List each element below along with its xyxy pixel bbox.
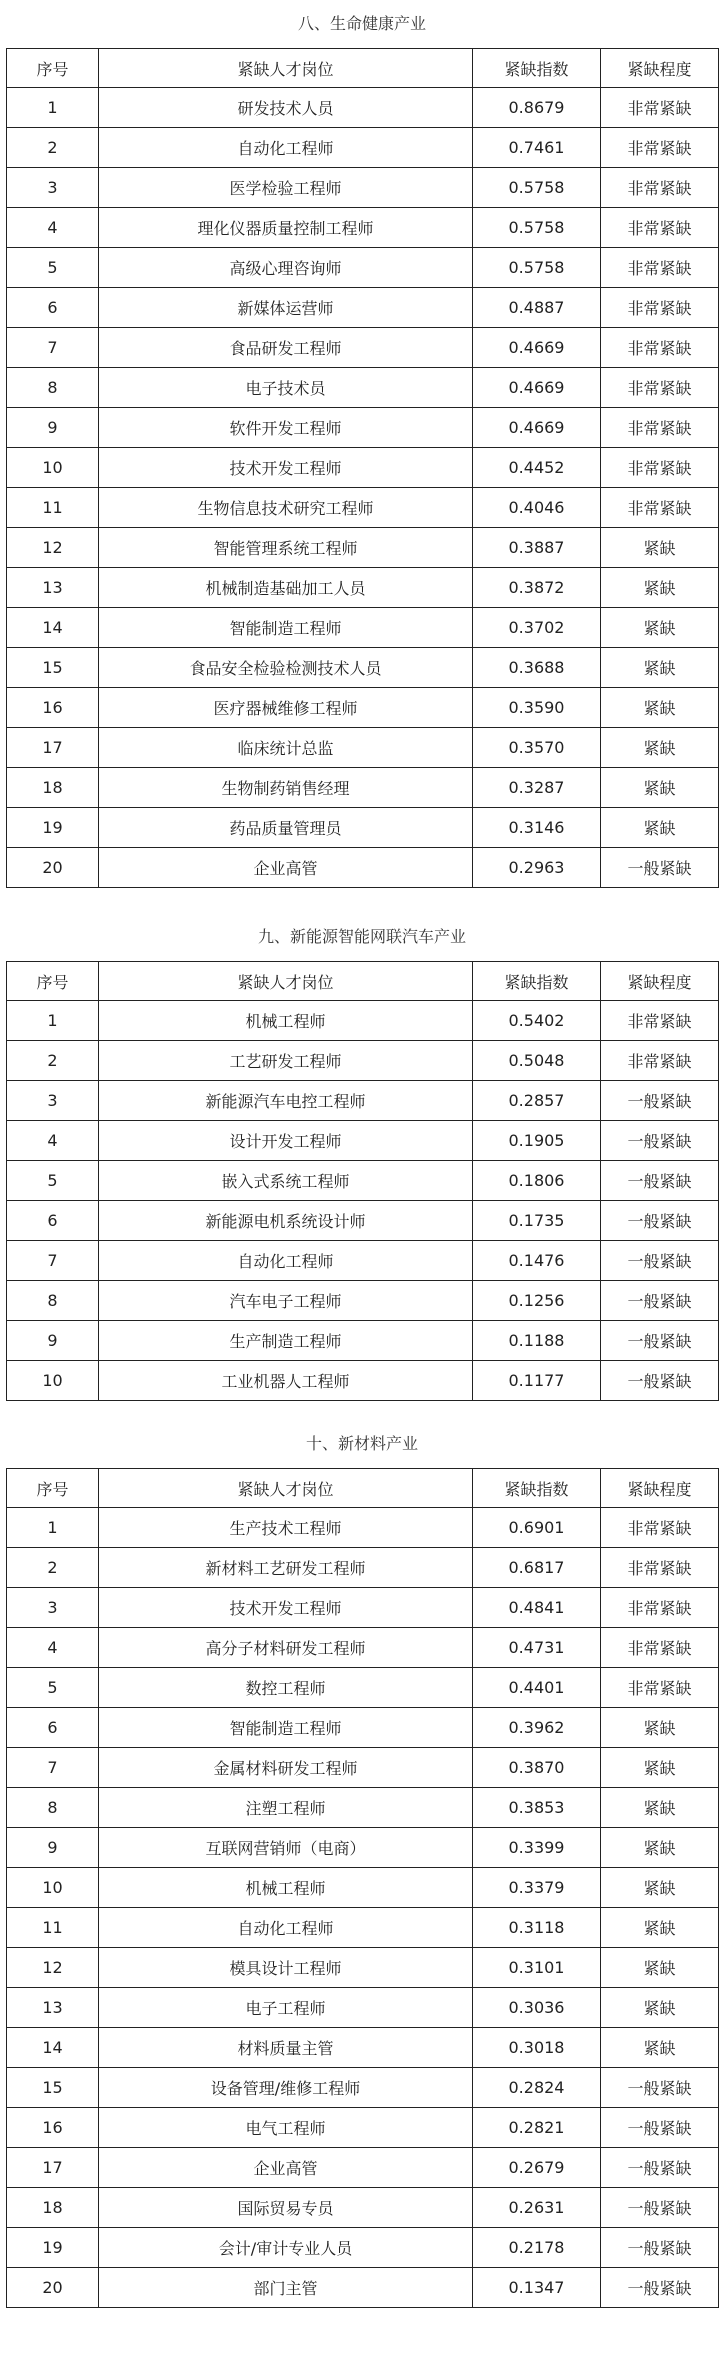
cell-index: 17 (7, 2148, 99, 2188)
table-row (7, 2228, 719, 2268)
cell-position: 机械工程师 (99, 1001, 473, 1041)
cell-position: 临床统计总监 (99, 728, 473, 768)
table-row (7, 2148, 719, 2188)
cell-shortage-level: 非常紧缺 (601, 208, 719, 248)
table-row (7, 608, 719, 648)
cell-index: 16 (7, 2108, 99, 2148)
cell-shortage-level: 紧缺 (601, 808, 719, 848)
cell-shortage-level: 非常紧缺 (601, 168, 719, 208)
cell-shortage-index: 0.3118 (473, 1908, 601, 1948)
cell-index: 15 (7, 2068, 99, 2108)
table-row (7, 1908, 719, 1948)
cell-shortage-level: 一般紧缺 (601, 1361, 719, 1401)
cell-shortage-index: 0.1347 (473, 2268, 601, 2308)
header-shortage-index: 紧缺指数 (473, 962, 601, 1001)
header-index: 序号 (7, 1469, 99, 1508)
table-row (7, 288, 719, 328)
cell-shortage-level: 一般紧缺 (601, 2188, 719, 2228)
cell-position: 智能管理系统工程师 (99, 528, 473, 568)
cell-shortage-level: 非常紧缺 (601, 1588, 719, 1628)
cell-position: 医学检验工程师 (99, 168, 473, 208)
table-row (7, 2108, 719, 2148)
table-body (7, 1508, 719, 2308)
table-row (7, 1628, 719, 1668)
cell-shortage-index: 0.1806 (473, 1161, 601, 1201)
cell-shortage-index: 0.3379 (473, 1868, 601, 1908)
cell-shortage-index: 0.4452 (473, 448, 601, 488)
header-index: 序号 (7, 49, 99, 88)
cell-shortage-level: 一般紧缺 (601, 1121, 719, 1161)
cell-index: 2 (7, 1041, 99, 1081)
cell-shortage-index: 0.5758 (473, 208, 601, 248)
cell-position: 机械工程师 (99, 1868, 473, 1908)
cell-position: 药品质量管理员 (99, 808, 473, 848)
table-row (7, 488, 719, 528)
table-row (7, 2028, 719, 2068)
cell-shortage-index: 0.2821 (473, 2108, 601, 2148)
cell-index: 4 (7, 208, 99, 248)
cell-shortage-index: 0.3962 (473, 1708, 601, 1748)
cell-shortage-index: 0.1177 (473, 1361, 601, 1401)
cell-index: 4 (7, 1121, 99, 1161)
cell-index: 20 (7, 848, 99, 888)
table-row (7, 1041, 719, 1081)
cell-position: 会计/审计专业人员 (99, 2228, 473, 2268)
cell-index: 13 (7, 568, 99, 608)
cell-index: 1 (7, 88, 99, 128)
cell-shortage-level: 一般紧缺 (601, 1241, 719, 1281)
cell-position: 生物信息技术研究工程师 (99, 488, 473, 528)
cell-shortage-index: 0.2824 (473, 2068, 601, 2108)
cell-index: 1 (7, 1001, 99, 1041)
cell-position: 生产制造工程师 (99, 1321, 473, 1361)
cell-index: 13 (7, 1988, 99, 2028)
cell-shortage-index: 0.3018 (473, 2028, 601, 2068)
cell-position: 理化仪器质量控制工程师 (99, 208, 473, 248)
section-nev (0, 913, 724, 1401)
table-row (7, 1361, 719, 1401)
cell-shortage-index: 0.2631 (473, 2188, 601, 2228)
cell-index: 11 (7, 1908, 99, 1948)
cell-shortage-level: 紧缺 (601, 1788, 719, 1828)
cell-shortage-index: 0.3287 (473, 768, 601, 808)
table-header-row (7, 1469, 719, 1508)
table-row (7, 368, 719, 408)
table-row (7, 1081, 719, 1121)
cell-position: 自动化工程师 (99, 128, 473, 168)
section-new-materials (0, 1420, 724, 2308)
talent-table (6, 48, 719, 888)
cell-index: 7 (7, 1241, 99, 1281)
cell-position: 机械制造基础加工人员 (99, 568, 473, 608)
table-row (7, 1281, 719, 1321)
cell-position: 数控工程师 (99, 1668, 473, 1708)
cell-position: 生物制药销售经理 (99, 768, 473, 808)
cell-shortage-index: 0.3872 (473, 568, 601, 608)
table-body (7, 1001, 719, 1401)
cell-index: 18 (7, 768, 99, 808)
cell-position: 医疗器械维修工程师 (99, 688, 473, 728)
cell-index: 5 (7, 1668, 99, 1708)
cell-shortage-level: 一般紧缺 (601, 1081, 719, 1121)
cell-shortage-index: 0.5048 (473, 1041, 601, 1081)
cell-shortage-index: 0.2178 (473, 2228, 601, 2268)
cell-position: 智能制造工程师 (99, 608, 473, 648)
talent-table (6, 961, 719, 1401)
cell-shortage-index: 0.3887 (473, 528, 601, 568)
cell-shortage-level: 非常紧缺 (601, 1508, 719, 1548)
table-row (7, 1708, 719, 1748)
cell-index: 8 (7, 1788, 99, 1828)
header-position: 紧缺人才岗位 (99, 49, 473, 88)
cell-shortage-index: 0.1905 (473, 1121, 601, 1161)
cell-position: 电子技术员 (99, 368, 473, 408)
cell-position: 模具设计工程师 (99, 1948, 473, 1988)
cell-shortage-level: 一般紧缺 (601, 2068, 719, 2108)
table-row (7, 128, 719, 168)
table-row (7, 88, 719, 128)
cell-shortage-index: 0.5758 (473, 248, 601, 288)
table-row (7, 1788, 719, 1828)
cell-position: 新媒体运营师 (99, 288, 473, 328)
table-row (7, 1201, 719, 1241)
cell-position: 自动化工程师 (99, 1241, 473, 1281)
cell-shortage-index: 0.3570 (473, 728, 601, 768)
cell-shortage-level: 非常紧缺 (601, 288, 719, 328)
cell-shortage-level: 非常紧缺 (601, 248, 719, 288)
cell-position: 电子工程师 (99, 1988, 473, 2028)
cell-shortage-level: 紧缺 (601, 728, 719, 768)
table-row (7, 768, 719, 808)
cell-position: 电气工程师 (99, 2108, 473, 2148)
cell-index: 19 (7, 2228, 99, 2268)
cell-shortage-level: 紧缺 (601, 688, 719, 728)
cell-index: 9 (7, 1828, 99, 1868)
cell-shortage-index: 0.7461 (473, 128, 601, 168)
cell-shortage-level: 紧缺 (601, 1908, 719, 1948)
cell-index: 5 (7, 248, 99, 288)
cell-index: 4 (7, 1628, 99, 1668)
cell-index: 9 (7, 408, 99, 448)
table-row (7, 568, 719, 608)
cell-shortage-index: 0.5402 (473, 1001, 601, 1041)
table-row (7, 1001, 719, 1041)
cell-shortage-level: 非常紧缺 (601, 368, 719, 408)
cell-shortage-index: 0.3853 (473, 1788, 601, 1828)
table-row (7, 208, 719, 248)
cell-position: 企业高管 (99, 2148, 473, 2188)
section-life-health (0, 0, 724, 888)
cell-shortage-index: 0.3688 (473, 648, 601, 688)
cell-shortage-index: 0.1735 (473, 1201, 601, 1241)
cell-shortage-index: 0.1476 (473, 1241, 601, 1281)
header-shortage-index: 紧缺指数 (473, 1469, 601, 1508)
table-row (7, 1668, 719, 1708)
header-position: 紧缺人才岗位 (99, 1469, 473, 1508)
table-row (7, 728, 719, 768)
table-row (7, 1121, 719, 1161)
table-row (7, 2268, 719, 2308)
cell-position: 食品研发工程师 (99, 328, 473, 368)
cell-position: 设备管理/维修工程师 (99, 2068, 473, 2108)
cell-shortage-level: 一般紧缺 (601, 2268, 719, 2308)
cell-shortage-level: 紧缺 (601, 1828, 719, 1868)
cell-position: 研发技术人员 (99, 88, 473, 128)
table-row (7, 1508, 719, 1548)
table-row (7, 168, 719, 208)
cell-shortage-level: 紧缺 (601, 528, 719, 568)
cell-shortage-index: 0.6817 (473, 1548, 601, 1588)
table-row (7, 1321, 719, 1361)
table-row (7, 2068, 719, 2108)
cell-shortage-level: 非常紧缺 (601, 1668, 719, 1708)
cell-index: 18 (7, 2188, 99, 2228)
cell-position: 技术开发工程师 (99, 448, 473, 488)
table-row (7, 1948, 719, 1988)
cell-shortage-level: 紧缺 (601, 1708, 719, 1748)
cell-shortage-level: 非常紧缺 (601, 488, 719, 528)
header-index: 序号 (7, 962, 99, 1001)
cell-position: 工业机器人工程师 (99, 1361, 473, 1401)
cell-shortage-index: 0.2963 (473, 848, 601, 888)
cell-position: 材料质量主管 (99, 2028, 473, 2068)
cell-index: 3 (7, 1081, 99, 1121)
cell-index: 20 (7, 2268, 99, 2308)
section-title: 九、新能源智能网联汽车产业 (257, 927, 466, 946)
cell-shortage-level: 一般紧缺 (601, 1321, 719, 1361)
cell-position: 汽车电子工程师 (99, 1281, 473, 1321)
cell-index: 16 (7, 688, 99, 728)
cell-shortage-level: 非常紧缺 (601, 448, 719, 488)
table-row (7, 1988, 719, 2028)
cell-shortage-index: 0.8679 (473, 88, 601, 128)
cell-shortage-level: 一般紧缺 (601, 1281, 719, 1321)
cell-shortage-level: 紧缺 (601, 768, 719, 808)
cell-shortage-index: 0.1188 (473, 1321, 601, 1361)
cell-shortage-level: 紧缺 (601, 1748, 719, 1788)
table-row (7, 1588, 719, 1628)
table-row (7, 1241, 719, 1281)
cell-index: 6 (7, 1708, 99, 1748)
cell-shortage-index: 0.3702 (473, 608, 601, 648)
table-row (7, 2188, 719, 2228)
cell-index: 9 (7, 1321, 99, 1361)
cell-shortage-level: 紧缺 (601, 1988, 719, 2028)
table-row (7, 1868, 719, 1908)
cell-shortage-level: 非常紧缺 (601, 1628, 719, 1668)
cell-shortage-level: 紧缺 (601, 1868, 719, 1908)
cell-index: 6 (7, 288, 99, 328)
cell-position: 工艺研发工程师 (99, 1041, 473, 1081)
section-title: 八、生命健康产业 (297, 14, 426, 33)
cell-shortage-index: 0.2679 (473, 2148, 601, 2188)
cell-shortage-level: 一般紧缺 (601, 1201, 719, 1241)
cell-shortage-index: 0.3590 (473, 688, 601, 728)
table-row (7, 688, 719, 728)
cell-position: 自动化工程师 (99, 1908, 473, 1948)
cell-index: 3 (7, 168, 99, 208)
cell-position: 新能源电机系统设计师 (99, 1201, 473, 1241)
table-row (7, 248, 719, 288)
cell-shortage-level: 非常紧缺 (601, 408, 719, 448)
table-row (7, 408, 719, 448)
table-row (7, 1548, 719, 1588)
cell-shortage-index: 0.3399 (473, 1828, 601, 1868)
cell-position: 注塑工程师 (99, 1788, 473, 1828)
cell-index: 7 (7, 328, 99, 368)
cell-shortage-index: 0.3101 (473, 1948, 601, 1988)
cell-shortage-index: 0.3036 (473, 1988, 601, 2028)
cell-index: 8 (7, 1281, 99, 1321)
cell-index: 10 (7, 1868, 99, 1908)
cell-shortage-index: 0.5758 (473, 168, 601, 208)
cell-index: 12 (7, 1948, 99, 1988)
table-row (7, 648, 719, 688)
cell-position: 国际贸易专员 (99, 2188, 473, 2228)
cell-shortage-level: 一般紧缺 (601, 2228, 719, 2268)
talent-table (6, 1468, 719, 2308)
cell-shortage-index: 0.4669 (473, 368, 601, 408)
cell-index: 11 (7, 488, 99, 528)
cell-index: 2 (7, 1548, 99, 1588)
cell-shortage-level: 紧缺 (601, 568, 719, 608)
table-body (7, 88, 719, 888)
cell-index: 2 (7, 128, 99, 168)
table-row (7, 1828, 719, 1868)
header-shortage-level: 紧缺程度 (601, 1469, 719, 1508)
cell-shortage-level: 非常紧缺 (601, 88, 719, 128)
cell-position: 高级心理咨询师 (99, 248, 473, 288)
table-row (7, 528, 719, 568)
cell-shortage-index: 0.3870 (473, 1748, 601, 1788)
cell-index: 6 (7, 1201, 99, 1241)
cell-shortage-level: 紧缺 (601, 608, 719, 648)
cell-shortage-index: 0.4731 (473, 1628, 601, 1668)
cell-position: 金属材料研发工程师 (99, 1748, 473, 1788)
header-shortage-index: 紧缺指数 (473, 49, 601, 88)
table-row (7, 328, 719, 368)
cell-position: 部门主管 (99, 2268, 473, 2308)
table-row (7, 448, 719, 488)
cell-shortage-index: 0.4841 (473, 1588, 601, 1628)
cell-index: 10 (7, 1361, 99, 1401)
header-shortage-level: 紧缺程度 (601, 962, 719, 1001)
cell-index: 15 (7, 648, 99, 688)
cell-shortage-index: 0.4046 (473, 488, 601, 528)
cell-position: 互联网营销师（电商） (99, 1828, 473, 1868)
cell-shortage-level: 紧缺 (601, 1948, 719, 1988)
cell-shortage-index: 0.4887 (473, 288, 601, 328)
cell-index: 10 (7, 448, 99, 488)
cell-index: 12 (7, 528, 99, 568)
header-shortage-level: 紧缺程度 (601, 49, 719, 88)
table-row (7, 1748, 719, 1788)
cell-shortage-level: 非常紧缺 (601, 1041, 719, 1081)
cell-index: 3 (7, 1588, 99, 1628)
cell-shortage-level: 非常紧缺 (601, 328, 719, 368)
cell-position: 生产技术工程师 (99, 1508, 473, 1548)
cell-shortage-index: 0.4669 (473, 408, 601, 448)
table-row (7, 848, 719, 888)
cell-shortage-level: 非常紧缺 (601, 1001, 719, 1041)
cell-shortage-index: 0.2857 (473, 1081, 601, 1121)
cell-shortage-level: 一般紧缺 (601, 2108, 719, 2148)
cell-position: 技术开发工程师 (99, 1588, 473, 1628)
cell-shortage-level: 非常紧缺 (601, 1548, 719, 1588)
cell-position: 新能源汽车电控工程师 (99, 1081, 473, 1121)
table-header-row (7, 962, 719, 1001)
cell-position: 高分子材料研发工程师 (99, 1628, 473, 1668)
table-row (7, 808, 719, 848)
cell-shortage-index: 0.1256 (473, 1281, 601, 1321)
cell-shortage-level: 紧缺 (601, 2028, 719, 2068)
cell-shortage-level: 紧缺 (601, 648, 719, 688)
cell-shortage-level: 一般紧缺 (601, 848, 719, 888)
cell-shortage-level: 一般紧缺 (601, 1161, 719, 1201)
cell-shortage-index: 0.6901 (473, 1508, 601, 1548)
cell-shortage-index: 0.3146 (473, 808, 601, 848)
section-title: 十、新材料产业 (305, 1434, 418, 1453)
cell-index: 14 (7, 2028, 99, 2068)
cell-position: 企业高管 (99, 848, 473, 888)
cell-index: 5 (7, 1161, 99, 1201)
cell-position: 嵌入式系统工程师 (99, 1161, 473, 1201)
cell-index: 8 (7, 368, 99, 408)
table-row (7, 1161, 719, 1201)
cell-position: 新材料工艺研发工程师 (99, 1548, 473, 1588)
header-position: 紧缺人才岗位 (99, 962, 473, 1001)
cell-shortage-index: 0.4669 (473, 328, 601, 368)
cell-position: 设计开发工程师 (99, 1121, 473, 1161)
cell-shortage-level: 非常紧缺 (601, 128, 719, 168)
cell-index: 19 (7, 808, 99, 848)
table-header-row (7, 49, 719, 88)
cell-index: 1 (7, 1508, 99, 1548)
cell-position: 智能制造工程师 (99, 1708, 473, 1748)
cell-index: 17 (7, 728, 99, 768)
cell-shortage-index: 0.4401 (473, 1668, 601, 1708)
cell-position: 软件开发工程师 (99, 408, 473, 448)
cell-index: 14 (7, 608, 99, 648)
cell-index: 7 (7, 1748, 99, 1788)
cell-position: 食品安全检验检测技术人员 (99, 648, 473, 688)
cell-shortage-level: 一般紧缺 (601, 2148, 719, 2188)
